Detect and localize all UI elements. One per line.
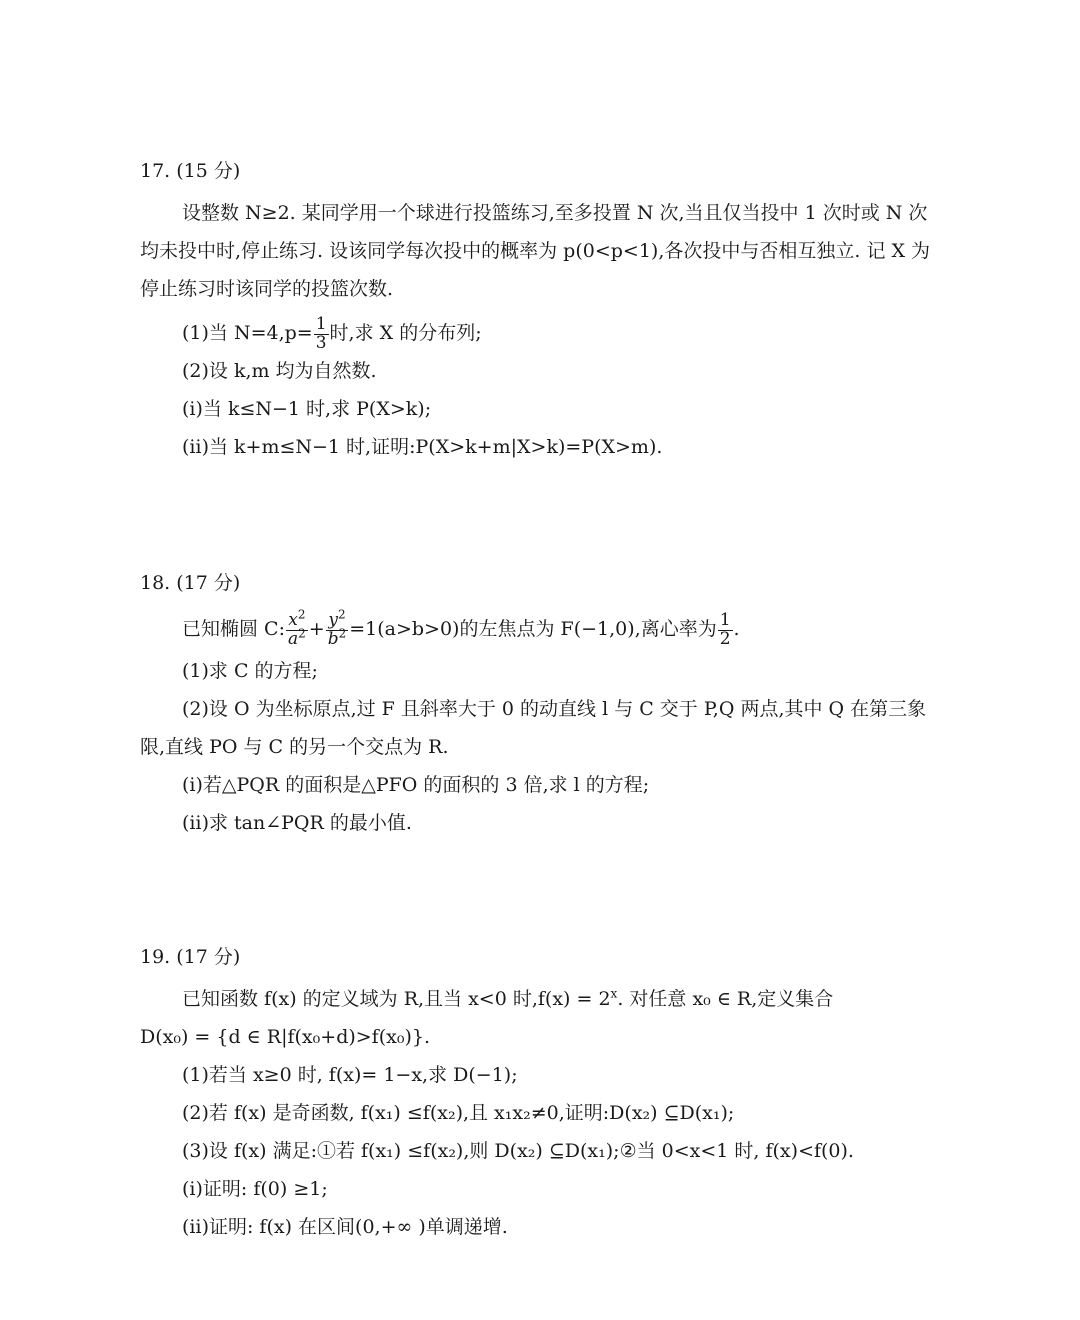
problem-18-part-2-i: (ⅰ)若△PQR 的面积是△PFO 的面积的 3 倍,求 l 的方程; xyxy=(182,774,650,796)
problem-19-stem-line-2: D(x₀) = {d ∈ R|f(x₀+d)>f(x₀)}. xyxy=(140,1026,431,1048)
fraction-denominator: 2 xyxy=(719,628,731,649)
problem-17-header: 17. (15 分) xyxy=(140,160,241,182)
fraction-x-squared-over-a-squared xyxy=(286,607,308,649)
problem-18-part-2-ii: (ⅱ)求 tan∠PQR 的最小值. xyxy=(182,812,412,834)
problem-18-stem-prefix: 已知椭圆 C: xyxy=(182,618,285,640)
fraction-numerator: 1 xyxy=(315,313,327,334)
fraction-denominator: 3 xyxy=(315,332,327,353)
problem-17-part-2-ii: (ⅱ)当 k+m≤N−1 时,证明:P(X>k+m|X>k)=P(X>m). xyxy=(182,436,663,459)
problem-18-stem-end: . xyxy=(733,618,740,640)
problem-17-part-1-lead: (1)当 N=4,p= xyxy=(182,322,313,344)
problem-18-stem xyxy=(140,606,940,652)
problem-19-part-1: (1)若当 x≥0 时, f(x)= 1−x,求 D(−1); xyxy=(182,1064,518,1086)
problem-17-part-1-tail: 时,求 X 的分布列; xyxy=(329,322,482,344)
problem-19-stem-b: . 对任意 x₀ ∈ R,定义集合 xyxy=(617,988,834,1010)
fraction-y-squared-over-b-squared xyxy=(326,607,349,649)
exponent-x: x xyxy=(610,986,618,1001)
problem-17-part-2-i: (ⅰ)当 k≤N−1 时,求 P(X>k); xyxy=(182,398,432,421)
problem-19-part-3: (3)设 f(x) 满足:①若 f(x₁) ≤f(x₂),则 D(x₂) ⊆D(x₁);②当 0<x<1 时, f(x)<f(0). xyxy=(182,1140,854,1162)
var-b: b xyxy=(327,628,339,649)
var-y: y xyxy=(328,609,338,630)
problem-19-stem-a: 已知函数 f(x) 的定义域为 R,且当 x<0 时,f(x) = 2 xyxy=(182,988,611,1010)
problem-19-part-2: (2)若 f(x) 是奇函数, f(x₁) ≤f(x₂),且 x₁x₂≠0,证明:D(x₂) ⊆D(x₁); xyxy=(182,1102,735,1124)
exponent: 2 xyxy=(338,625,347,640)
problem-19 xyxy=(140,944,940,1246)
var-x: x xyxy=(288,609,298,630)
var-a: a xyxy=(287,628,299,649)
problem-17-stem: 设整数 N≥2. 某同学用一个球进行投篮练习,至多投置 N 次,当且仅当投中 1 次时或 N 次均未投中时,停止练习. 设该同学每次投中的概率为 p(0<p<1),各次投中与否相互独立. 记 X 为停止练习时该同学的投篮次数. xyxy=(140,202,931,300)
problem-19-part-3-i: (ⅰ)证明: f(0) ≥1; xyxy=(182,1178,328,1200)
problem-19-part-3-ii: (ⅱ)证明: f(x) 在区间(0,+∞ )单调递增. xyxy=(182,1216,508,1238)
fraction-one-half xyxy=(718,609,733,649)
problem-18-stem-middle: =1(a>b>0)的左焦点为 F(−1,0),离心率为 xyxy=(349,618,717,640)
problem-18-header: 18. (17 分) xyxy=(140,572,241,594)
problem-19-header: 19. (17 分) xyxy=(140,946,241,968)
problem-18-part-1: (1)求 C 的方程; xyxy=(182,660,318,682)
plus-sign: + xyxy=(308,618,325,640)
exponent: 2 xyxy=(297,607,306,621)
problem-17-part-2: (2)设 k,m 均为自然数. xyxy=(182,360,377,383)
problem-17 xyxy=(140,158,940,466)
problem-18-part-2: (2)设 O 为坐标原点,过 F 且斜率大于 0 的动直线 l 与 C 交于 P,Q 两点,其中 Q 在第三象限,直线 PO 与 C 的另一个交点为 R. xyxy=(140,698,927,758)
problem-17-part-1 xyxy=(140,314,940,352)
problem-19-stem-line-1 xyxy=(140,980,940,1018)
problem-18 xyxy=(140,570,940,842)
fraction-one-third xyxy=(314,313,329,353)
exponent: 2 xyxy=(337,607,346,621)
exponent: 2 xyxy=(298,625,306,640)
fraction-numerator: 1 xyxy=(719,609,731,630)
